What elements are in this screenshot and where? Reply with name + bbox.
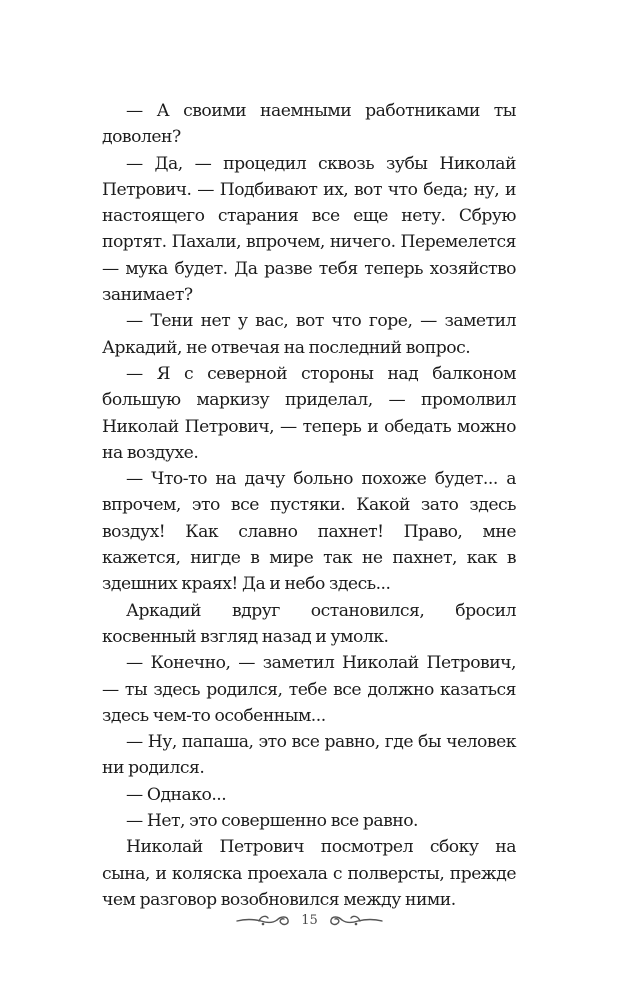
scroll-ornament-icon <box>328 911 384 929</box>
paragraph: — Ну, папаша, это все равно, где бы человек ни родился. <box>102 732 516 779</box>
paragraph: — Тени нет у вас, вот что горе, — заметил Аркадий, не отвечая на последний вопрос. <box>102 311 516 358</box>
paragraph: Николай Петрович посмотрел сбоку на сына, и коляска проехала с полверсты, прежде чем разговор возобновился между ними. <box>102 837 516 910</box>
paragraph: — Нет, это совершенно все равно. <box>126 811 419 832</box>
paragraph: Аркадий вдруг остановился, бросил косвенный взгляд назад и умолк. <box>102 600 516 647</box>
paragraph: — Однако... <box>126 784 227 805</box>
body-text <box>102 98 516 913</box>
page-footer <box>0 905 619 935</box>
paragraph: — Что-то на дачу больно похоже будет... а впрочем, это все пустяки. Какой зато здесь воздух! Как славно пахнет! Право, мне кажется, нигде в мире так не пахнет, как в здешних краях! Да и небо здесь... <box>102 469 516 595</box>
scroll-ornament-icon <box>235 911 291 929</box>
page-number: 15 <box>301 912 318 928</box>
paragraph: — Конечно, — заметил Николай Петрович, — ты здесь родился, тебе все должно казаться здесь чем-то особенным... <box>102 653 516 726</box>
paragraph: — Я с северной стороны над балконом большую маркизу приделал, — промолвил Николай Петрович, — теперь и обедать можно на воздухе. <box>102 363 516 463</box>
paragraph: — А своими наемными работниками ты доволен? <box>102 101 516 148</box>
paragraph: — Да, — процедил сквозь зубы Николай Петрович. — Подбивают их, вот что беда; ну, и настоящего старания все еще нету. Сбрую портят. Пахали, впрочем, ничего. Перемелется — мука будет. Да разве тебя теперь хозяйство занимает? <box>102 153 516 306</box>
